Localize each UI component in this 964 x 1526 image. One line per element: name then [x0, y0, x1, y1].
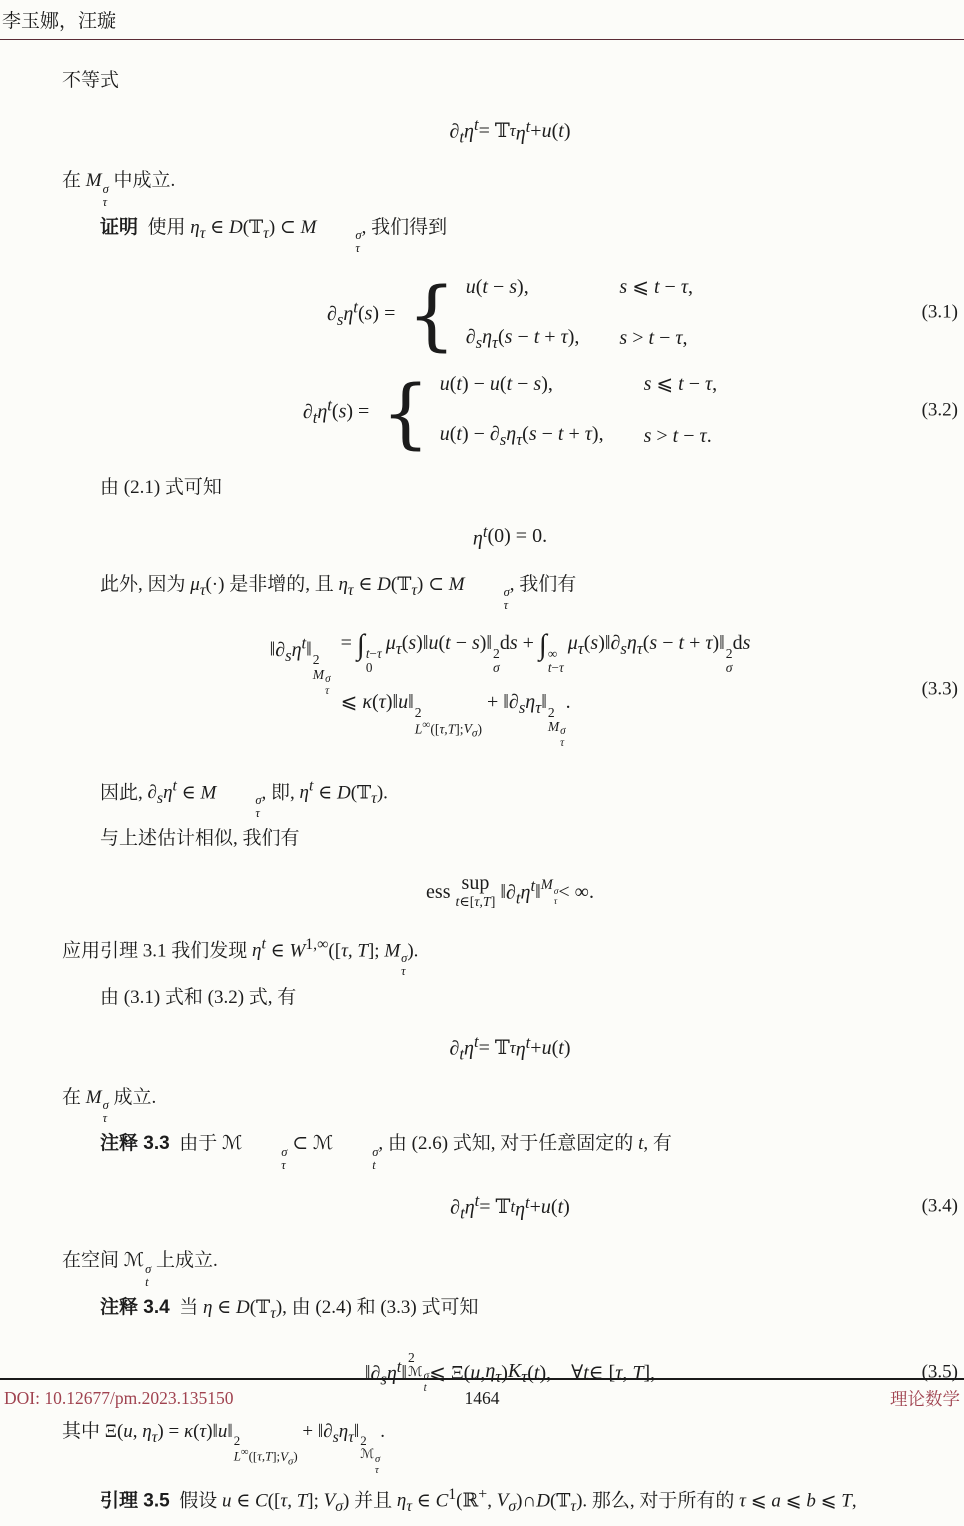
paragraph-from-eq-3-1-3-2: 由 (3.1) 式和 (3.2) 式, 有: [100, 986, 297, 1008]
equation-body: $\partial_t\eta^t(s)$ = { u(t) − u(t − s), s ⩽ t − τ, $u(t) - \partial_s\eta_\tau(s - t + \tau)$, s > t − τ.: [302, 367, 718, 457]
paragraph-from-eq-2-1: 由 (2.1) 式可知: [100, 476, 222, 498]
footer-page-number: 1464: [464, 1387, 500, 1408]
paragraph-lemma-3-5: 引理 3.5 假设 u ∈ C([τ, T]; $V_\sigma$) 并且 $\eta_\tau$ ∈ $C^1(ℝ^+$, $V_\sigma)\cap D(𝕋_\tau)$. 那么, 对于所有的 τ ⩽ a ⩽ b ⩽ T,: [100, 1485, 857, 1515]
footer-doi: DOI: 10.12677/pm.2023.135150: [4, 1387, 234, 1408]
paragraph-therefore: 因此, $\partial_s\eta^t$ ∈ M σ τ , 即, $\eta^t$ ∈ D(𝕋$_\tau$).: [100, 777, 388, 821]
paragraph-where-xi-definition: 其中 Ξ(u, $\eta_\tau$) = κ(τ)‖u‖ 2 $L^\infty([\tau,T];V_\sigma)$ + $‖\partial_s\eta_\tau‖$ 2 ℳ σ τ .: [62, 1420, 385, 1476]
equation-3-2: [62, 367, 958, 457]
page-footer: [0, 1378, 964, 1414]
equation-number: (3.5): [921, 1361, 958, 1383]
main-content: [0, 40, 964, 1526]
equation-body: $\partial_t\eta^t$ = 𝕋 t $\eta^t$ + u ( t ): [450, 1191, 570, 1223]
equation-eta-zero: [62, 521, 958, 552]
equation-3-4: [62, 1190, 958, 1224]
equation-unnumbered-1: [62, 114, 958, 148]
equation-number: (3.3): [921, 678, 958, 700]
equation-body: ess sup t∈[τ,T] ‖ $\partial_t\eta^t$ ‖ M σ τ < ∞.: [426, 872, 594, 911]
paragraph-holds-in-M-1: 在 M σ τ 中成立.: [62, 170, 176, 209]
equation-body: $\eta^t$ (0) = 0.: [472, 521, 548, 550]
equation-number: (3.4): [921, 1195, 958, 1217]
equation-body: $\partial_s\eta^t(s)$ = { u(t − s), s ⩽ t − τ, $\partial_s\eta_\tau(s - t + \tau)$, s > t − τ,: [327, 270, 693, 360]
paragraph-remark-3-3: 注释 3.3 由于 ℳ σ τ ⊂ ℳ σ t , 由 (2.6) 式知, 对于任意固定的 t, 有: [100, 1133, 672, 1172]
paragraph-remark-3-4: 注释 3.4 当 η ∈ D(𝕋$_\tau$), 由 (2.4) 和 (3.3) 式可知: [100, 1297, 479, 1322]
paragraph-holds-in-M-2: 在 M σ τ 成立.: [62, 1086, 157, 1126]
footer-journal-name: 理论数学: [890, 1388, 960, 1409]
equation-body: $\partial_t\eta^t$ = 𝕋 τ $\eta^t$ + u ( t ): [449, 1031, 571, 1064]
equation-3-3: [62, 630, 958, 749]
equation-ess-sup: [62, 872, 958, 911]
equation-3-1: [62, 270, 958, 360]
equation-body: ‖ $\partial_s\eta^t$ ‖ 2 ℳ σ t ⩽ Ξ( u , $\eta_\tau$ ) $K_\tau$ ( t ), ∀ t ∈ [ τ, T ],: [364, 1349, 656, 1395]
paragraph-holds-in-space-Mt: 在空间 ℳ σ t 上成立.: [62, 1250, 218, 1289]
paragraph-similar-estimate: 与上述估计相似, 我们有: [100, 828, 300, 850]
header-authors: 李玉娜，汪璇: [2, 11, 117, 32]
paragraph-applying-lemma-3-1: 应用引理 3.1 我们发现 $\eta^t$ ∈ $W^{1,\infty}([\tau$, T]; M σ τ ).: [62, 935, 419, 979]
equation-body: $\partial_t\eta^t$ = 𝕋 τ $\eta^t$ + u ( t ): [449, 115, 571, 147]
paragraph-moreover: 此外, 因为 $\mu_\tau(\cdot)$ 是非增的, 且 $\eta_\tau$ ∈ D(𝕋$_\tau$) ⊂ M σ τ , 我们有: [100, 573, 577, 612]
page-header: [0, 0, 964, 40]
equation-body: $‖\partial_s\eta^t‖$ 2 M σ τ = ∫ t−τ 0 $\mu_\tau(s)‖u(t$ − s)‖ 2 σ ds + ∫ ∞ t−τ $\mu_\tau(s)‖\partial_s\eta_\tau(s - t$ + τ)‖ 2 σ ds ⩽ κ(τ)‖u‖ 2 $L^\infty([\tau,T];V_\sigma)$ + $‖\partial_s\eta_\tau‖$ 2 M σ τ .: [269, 629, 751, 749]
paragraph-inequality-intro: 不等式: [62, 70, 120, 91]
equation-number: (3.2): [921, 399, 958, 421]
paragraph-proof-start: 证明 使用 $\eta_\tau$ ∈ D(𝕋$_\tau$) ⊂ M σ τ , 我们得到: [100, 216, 448, 256]
equation-number: (3.1): [921, 302, 958, 324]
equation-unnumbered-2: [62, 1031, 958, 1065]
